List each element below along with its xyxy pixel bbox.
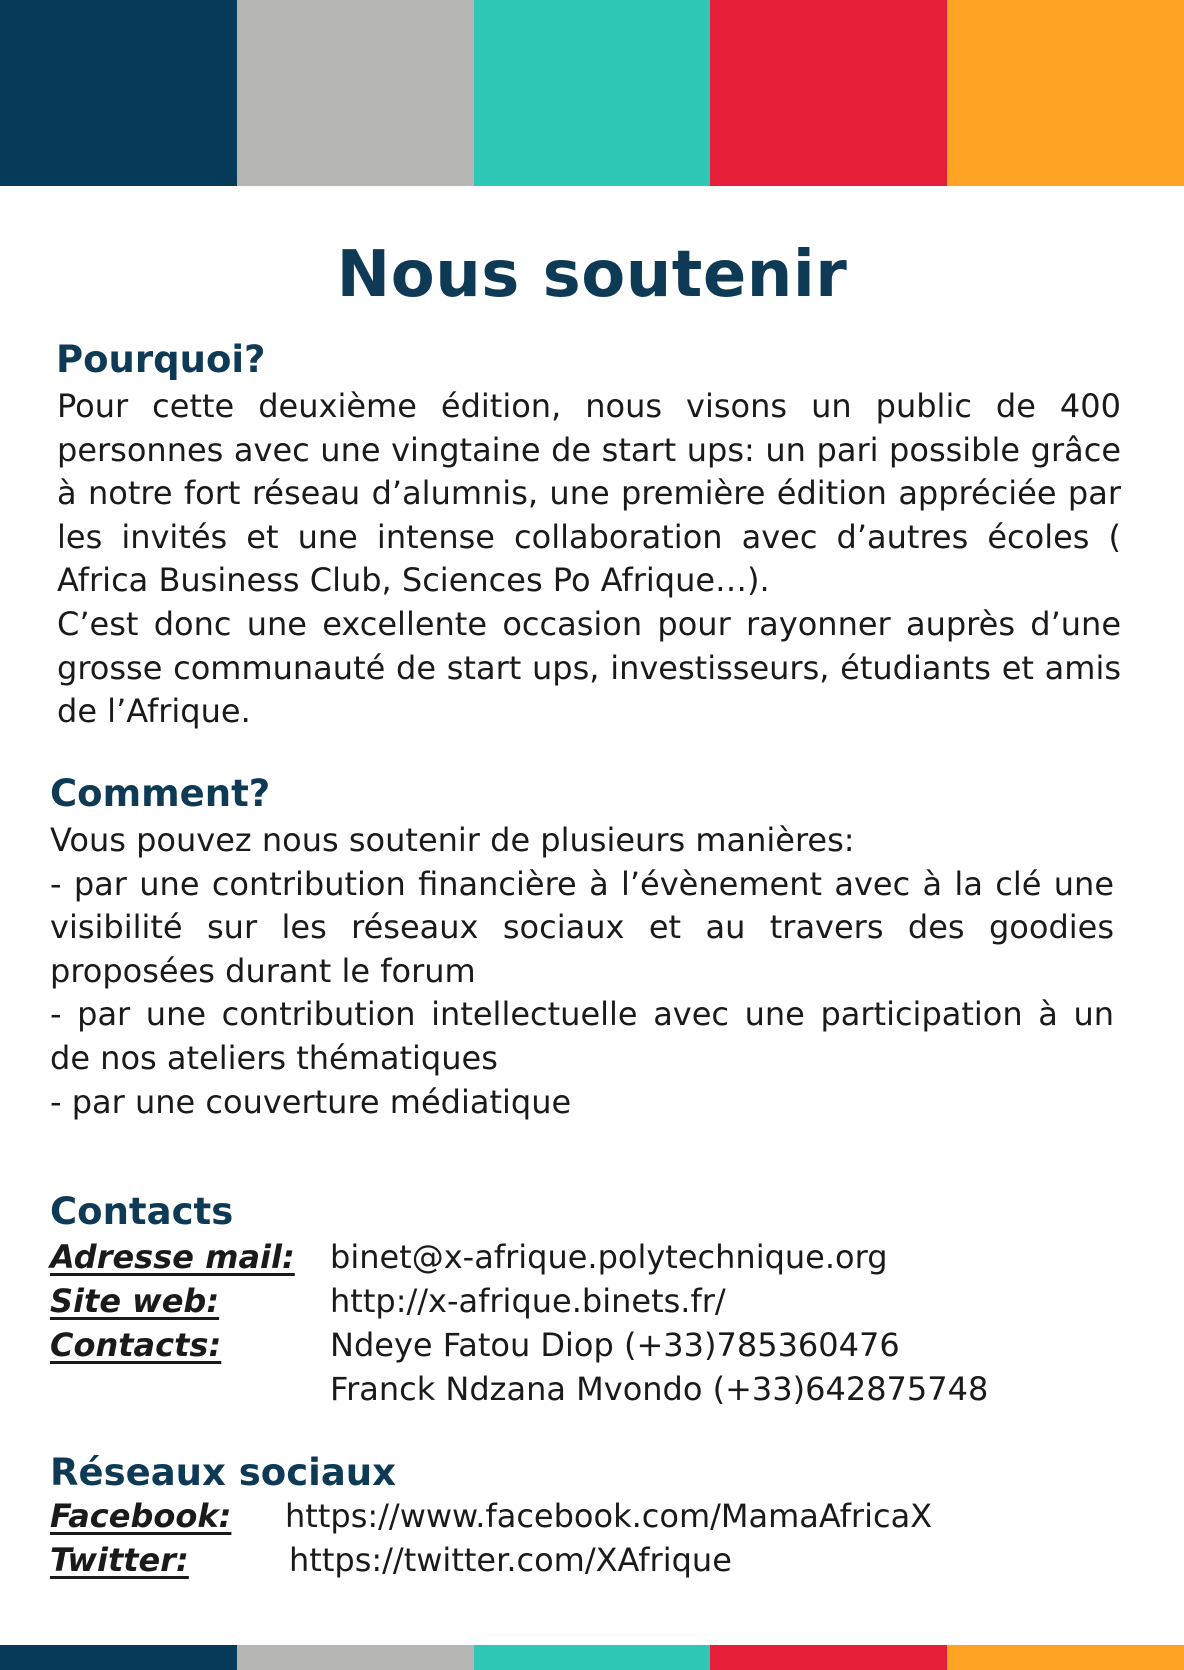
comment-heading: Comment? <box>50 772 271 815</box>
band-teal <box>474 1645 711 1670</box>
pourquoi-heading: Pourquoi? <box>56 338 266 381</box>
facebook-label: Facebook: <box>50 1497 232 1535</box>
bottom-color-band <box>0 1645 1184 1670</box>
band-orange <box>947 0 1184 186</box>
twitter-label: Twitter: <box>50 1541 189 1579</box>
band-grey <box>237 0 474 186</box>
facebook-link[interactable]: https://www.facebook.com/MamaAfricaX <box>285 1497 933 1535</box>
contacts-label: Contacts: <box>50 1326 222 1364</box>
pourquoi-paragraph-2: C’est donc une excellente occasion pour rayonner auprès d’une grosse communauté de start ups, investisseurs, étudiants et amis de l’Afrique. <box>57 604 1121 731</box>
band-orange <box>947 1645 1184 1670</box>
page-title: Nous soutenir <box>336 238 848 312</box>
comment-intro: Vous pouvez nous soutenir de plusieurs manières: <box>50 821 855 859</box>
band-teal <box>474 0 711 186</box>
band-navy <box>0 0 237 186</box>
band-grey <box>237 1645 474 1670</box>
comment-text <box>50 819 1114 1124</box>
contact-person-2: Franck Ndzana Mvondo (+33)642875748 <box>330 1370 989 1408</box>
contacts-heading: Contacts <box>50 1190 234 1233</box>
comment-item-intellectual: - par une contribution intellectuelle avec une participation à un de nos ateliers thématiques <box>50 995 1114 1077</box>
comment-item-financial: - par une contribution financière à l’évènement avec à la clé une visibilité sur les réseaux sociaux et au travers des goodies proposées durant le forum <box>50 864 1114 990</box>
social-heading: Réseaux sociaux <box>50 1451 396 1494</box>
contact-person-1: Ndeye Fatou Diop (+33)785360476 <box>330 1326 900 1364</box>
band-navy <box>0 1645 237 1670</box>
top-color-band <box>0 0 1184 186</box>
band-red <box>710 1645 947 1670</box>
band-red <box>710 0 947 186</box>
pourquoi-text <box>57 385 1121 734</box>
website-link[interactable]: http://x-afrique.binets.fr/ <box>330 1282 726 1320</box>
comment-item-media: - par une couverture médiatique <box>50 1082 572 1121</box>
twitter-link[interactable]: https://twitter.com/XAfrique <box>289 1541 732 1579</box>
website-label: Site web: <box>50 1282 220 1320</box>
pourquoi-paragraph-1: Pour cette deuxième édition, nous visons un public de 400 personnes avec une vingtaine de start ups: un pari possible grâce à notre fort réseau d’alumnis, une première édition appréciée par les invités et une intense collaboration avec d’autres écoles ( Africa Business Club, Sciences Po Afrique…). <box>57 387 1121 600</box>
email-label: Adresse mail: <box>50 1238 295 1276</box>
email-link[interactable]: binet@x-afrique.polytechnique.org <box>330 1238 888 1276</box>
